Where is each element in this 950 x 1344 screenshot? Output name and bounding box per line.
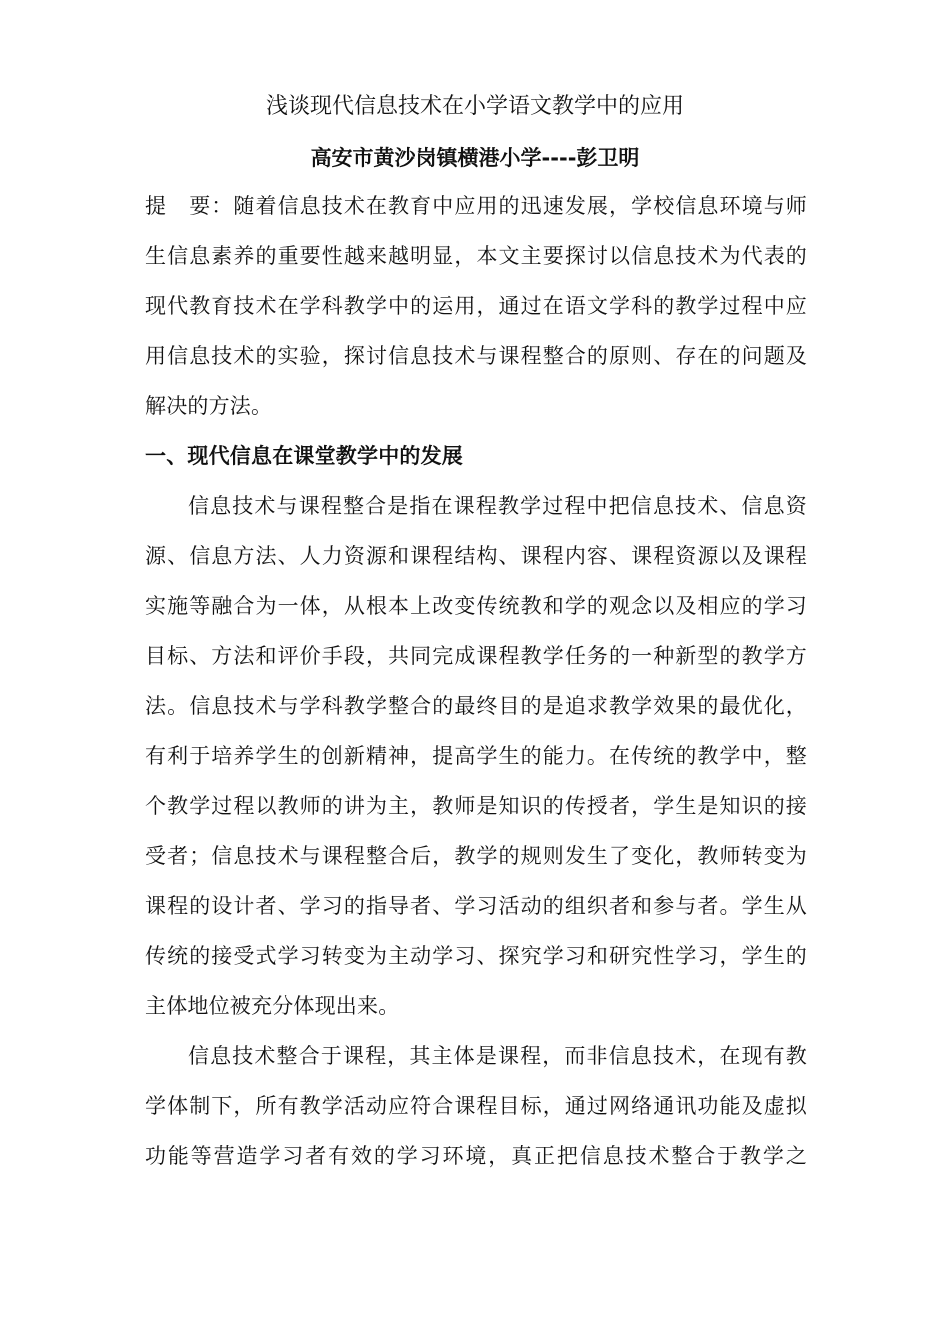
text-line: 传统的接受式学习转变为主动学习、探究学习和研究性学习，学生的 bbox=[145, 944, 807, 968]
text-line: 有利于培养学生的创新精神，提高学生的能力。在传统的教学中，整 bbox=[145, 744, 807, 768]
text-line: 源、信息方法、人力资源和课程结构、课程内容、课程资源以及课程 bbox=[145, 544, 807, 568]
text-line: 个教学过程以教师的讲为主，教师是知识的传授者，学生是知识的接 bbox=[145, 794, 807, 818]
body-text bbox=[145, 188, 807, 1188]
text-line: 学体制下，所有教学活动应符合课程目标，通过网络通讯功能及虚拟 bbox=[145, 1094, 807, 1118]
section-heading: 一、现代信息在课堂教学中的发展 bbox=[145, 444, 463, 468]
text-line: 法。信息技术与学科教学整合的最终目的是追求教学效果的最优化， bbox=[145, 694, 807, 718]
text-line: 课程的设计者、学习的指导者、学习活动的组织者和参与者。学生从 bbox=[145, 894, 807, 918]
text-line: 主体地位被充分体现出来。 bbox=[145, 994, 400, 1018]
document-title: 浅谈现代信息技术在小学语文教学中的应用 bbox=[265, 94, 684, 119]
text-line: 现代教育技术在学科教学中的运用，通过在语文学科的教学过程中应 bbox=[145, 294, 807, 318]
text-line: 功能等营造学习者有效的学习环境，真正把信息技术整合于教学之 bbox=[145, 1144, 807, 1168]
text-line: 目标、方法和评价手段，共同完成课程教学任务的一种新型的教学方 bbox=[145, 644, 807, 668]
text-line: 实施等融合为一体，从根本上改变传统教和学的观念以及相应的学习 bbox=[145, 594, 807, 618]
text-line: 提 要：随着信息技术在教育中应用的迅速发展，学校信息环境与师 bbox=[145, 194, 807, 218]
text-line: 生信息素养的重要性越来越明显，本文主要探讨以信息技术为代表的 bbox=[145, 244, 807, 268]
text-line: 解决的方法。 bbox=[145, 394, 273, 418]
text-line: 用信息技术的实验，探讨信息技术与课程整合的原则、存在的问题及 bbox=[145, 344, 807, 368]
author-line: 高安市黄沙岗镇横港小学----彭卫明 bbox=[310, 146, 640, 170]
text-line: 信息技术与课程整合是指在课程教学过程中把信息技术、信息资 bbox=[188, 494, 807, 518]
text-line: 信息技术整合于课程，其主体是课程，而非信息技术，在现有教 bbox=[188, 1044, 807, 1068]
text-line: 受者；信息技术与课程整合后，教学的规则发生了变化，教师转变为 bbox=[145, 844, 807, 868]
